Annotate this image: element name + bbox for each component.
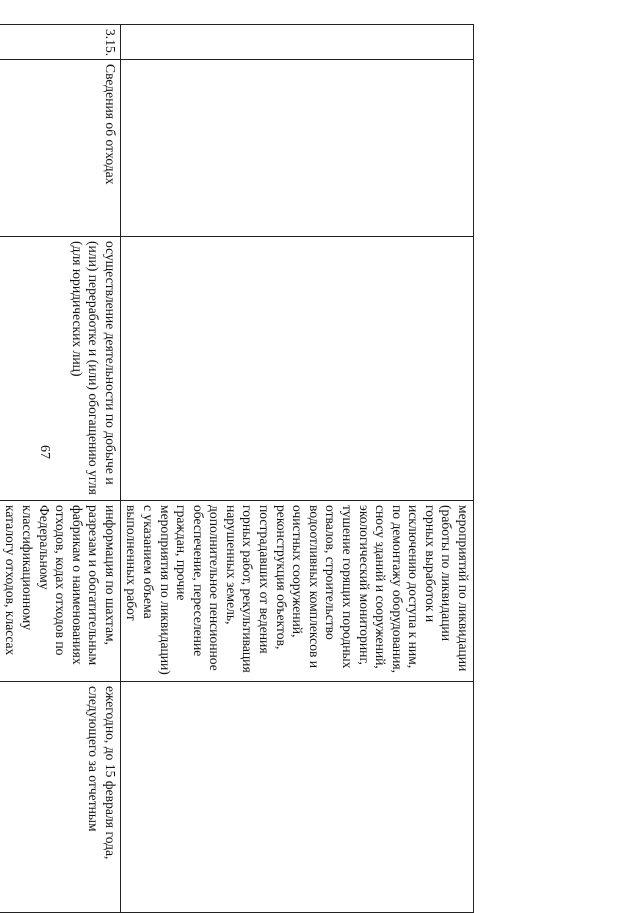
data-table (0, 24, 474, 913)
row-title-cell (120, 60, 473, 237)
table-row (0, 25, 120, 913)
row-title-cell: Сведения об отходах (0, 60, 120, 237)
row-basis-cell: осуществление деятельности по добыче и (или) переработке и (или) обогащению угля (для юридических лиц) (0, 237, 120, 501)
row-content-cell: информация по шахтам, разрезам и обогатительным фабрикам о наименованиях отходов, кодах отходов по Федеральному классификационному каталогу отходов, классах (0, 501, 120, 682)
page-number: 67 (37, 445, 52, 459)
row-deadline-cell (120, 682, 473, 913)
table-row (120, 25, 473, 913)
row-content-cell (120, 501, 473, 682)
row-number-cell (120, 25, 473, 60)
row-basis-cell (120, 237, 473, 501)
row-number-cell: 3.15. (0, 25, 120, 60)
row-deadline-cell: ежегодно, до 15 февраля года, следующего за отчетным (0, 682, 120, 913)
content-text: мероприятий по ликвидации (работы по ликвидации горных выработок и исключению доступа к ним, по демонтажу оборудования, сносу зданий и сооружений, экологический мониторинг, тушение горящих породных отвалов, строительство водоотливных комплексов и очистных сооружений, реконструкция объектов, пострадавших от ведения горных работ, рекультивация нарушенных земель, дополнительное пенсионное обеспечение, переселение граждан, прочие мероприятия по ликвидации) с указанием объема выполненных работ (124, 505, 471, 675)
